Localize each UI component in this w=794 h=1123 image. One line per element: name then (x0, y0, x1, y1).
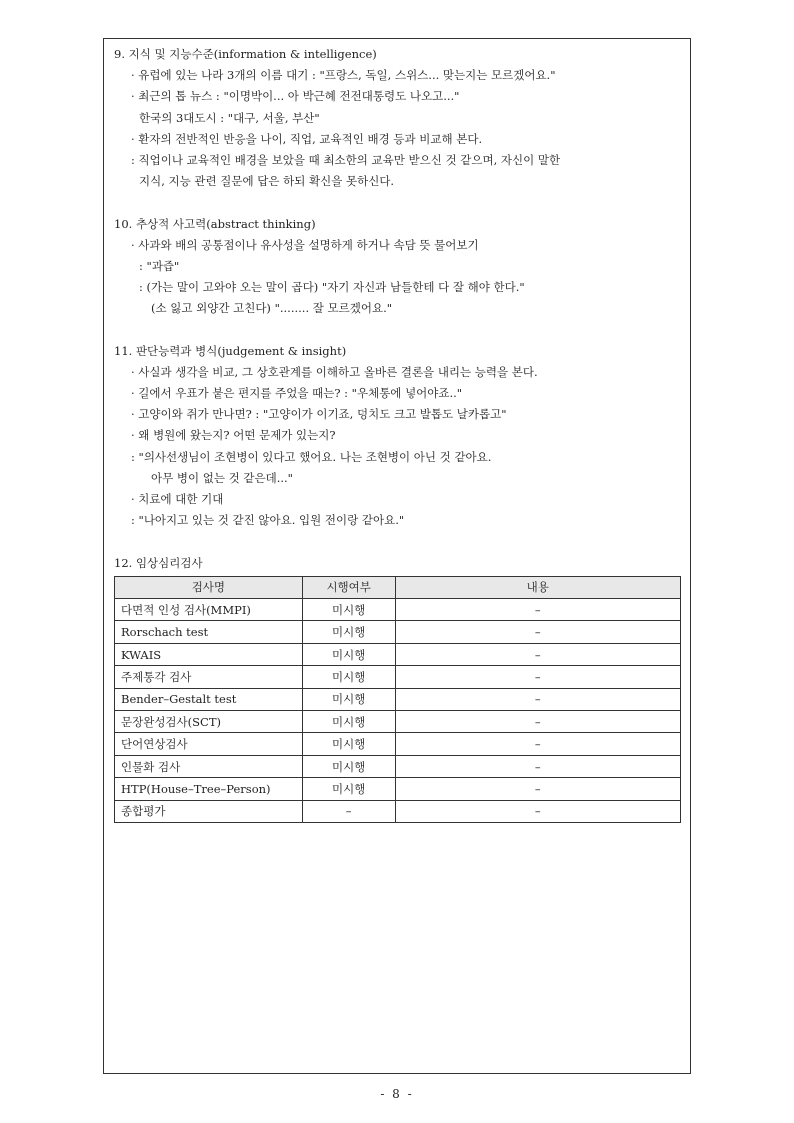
table-row (115, 800, 681, 822)
page-frame (103, 38, 691, 1074)
text-line: · 치료에 대한 기대 (131, 491, 224, 506)
text-line: · 왜 병원에 왔는지? 어떤 문제가 있는지? (131, 428, 336, 443)
cell-status: 미시행 (302, 621, 395, 643)
column-header-test-name: 검사명 (115, 576, 303, 598)
text-line: · 유럽에 있는 나라 3개의 이름 대기 : "프랑스, 독일, 스위스... 맞는지는 모르겠어요." (131, 68, 556, 83)
table-row (115, 599, 681, 621)
text-line: · 환자의 전반적인 반응을 나이, 직업, 교육적인 배경 등과 비교해 본다. (131, 131, 483, 146)
text-line: : (가는 말이 고와야 오는 말이 곱다) "자기 자신과 남들한테 다 잘 해야 한다." (139, 280, 525, 295)
cell-test-name: 다면적 인성 검사(MMPI) (115, 599, 303, 621)
psych-test-table (114, 576, 681, 823)
text-line: · 길에서 우표가 붙은 편지를 주었을 때는? : "우체통에 넣어야죠.." (131, 386, 463, 400)
cell-test-name: 문장완성검사(SCT) (115, 711, 303, 733)
cell-test-name: 종합평가 (115, 800, 303, 822)
text-line: 한국의 3대도시 : "대구, 서울, 부산" (139, 110, 320, 125)
section-12-title: 12. 임상심리검사 (114, 555, 203, 570)
cell-content: – (395, 599, 680, 621)
table-row (115, 711, 681, 733)
page-content (114, 44, 680, 823)
cell-test-name: 주제통각 검사 (115, 666, 303, 688)
cell-content: – (395, 711, 680, 733)
cell-test-name: 단어연상검사 (115, 733, 303, 755)
cell-status: 미시행 (302, 643, 395, 665)
cell-content: – (395, 688, 680, 710)
cell-content: – (395, 755, 680, 777)
text-line: · 사실과 생각을 비교, 그 상호관계를 이해하고 올바른 결론을 내리는 능력을 본다. (131, 364, 538, 379)
page-number: - 8 - (380, 1087, 414, 1101)
text-line: 아무 병이 없는 것 같은데..." (151, 470, 293, 485)
cell-test-name: 인물화 검사 (115, 755, 303, 777)
cell-status: 미시행 (302, 688, 395, 710)
cell-content: – (395, 621, 680, 643)
text-line: · 사과와 배의 공통점이나 유사성을 설명하게 하거나 속담 뜻 물어보기 (131, 237, 479, 252)
table-row (115, 621, 681, 643)
table-row (115, 778, 681, 800)
column-header-status: 시행여부 (302, 576, 395, 598)
text-line: 지식, 지능 관련 질문에 답은 하되 확신을 못하신다. (139, 174, 395, 189)
section-9-title: 9. 지식 및 지능수준(information & intelligence) (114, 47, 377, 61)
table-row (115, 755, 681, 777)
cell-status: 미시행 (302, 733, 395, 755)
cell-content: – (395, 666, 680, 688)
table-header-row (115, 576, 681, 598)
text-line: · 최근의 톱 뉴스 : "이명박이... 아 박근혜 전전대통령도 나오고..." (131, 89, 460, 104)
cell-status: 미시행 (302, 778, 395, 800)
text-line: : "나아지고 있는 것 같진 않아요. 입원 전이랑 같아요." (131, 513, 405, 528)
cell-content: – (395, 643, 680, 665)
table-row (115, 666, 681, 688)
cell-test-name: KWAIS (115, 643, 303, 665)
column-header-content: 내용 (395, 576, 680, 598)
cell-test-name: HTP(House–Tree–Person) (115, 778, 303, 800)
cell-test-name: Bender–Gestalt test (115, 688, 303, 710)
cell-test-name: Rorschach test (115, 621, 303, 643)
text-line: · 고양이와 쥐가 만나면? : "고양이가 이기죠, 덩치도 크고 발톱도 날카롭고" (131, 407, 507, 422)
cell-status: 미시행 (302, 711, 395, 733)
cell-status: – (302, 800, 395, 822)
cell-content: – (395, 733, 680, 755)
text-line: : "과즙" (139, 258, 180, 273)
text-line: (소 잃고 외양간 고친다) "........ 잘 모르겠어요." (151, 301, 393, 316)
text-line: : "의사선생님이 조현병이 있다고 했어요. 나는 조현병이 아닌 것 같아요. (131, 449, 492, 464)
cell-status: 미시행 (302, 666, 395, 688)
cell-content: – (395, 778, 680, 800)
cell-status: 미시행 (302, 755, 395, 777)
table-row (115, 733, 681, 755)
text-line: : 직업이나 교육적인 배경을 보았을 때 최소한의 교육만 받으신 것 같으며, 자신이 말한 (131, 152, 561, 167)
cell-status: 미시행 (302, 599, 395, 621)
section-11-title: 11. 판단능력과 병식(judgement & insight) (114, 343, 347, 358)
section-10-title: 10. 추상적 사고력(abstract thinking) (114, 216, 316, 231)
table-row (115, 688, 681, 710)
table-row (115, 643, 681, 665)
cell-content: – (395, 800, 680, 822)
